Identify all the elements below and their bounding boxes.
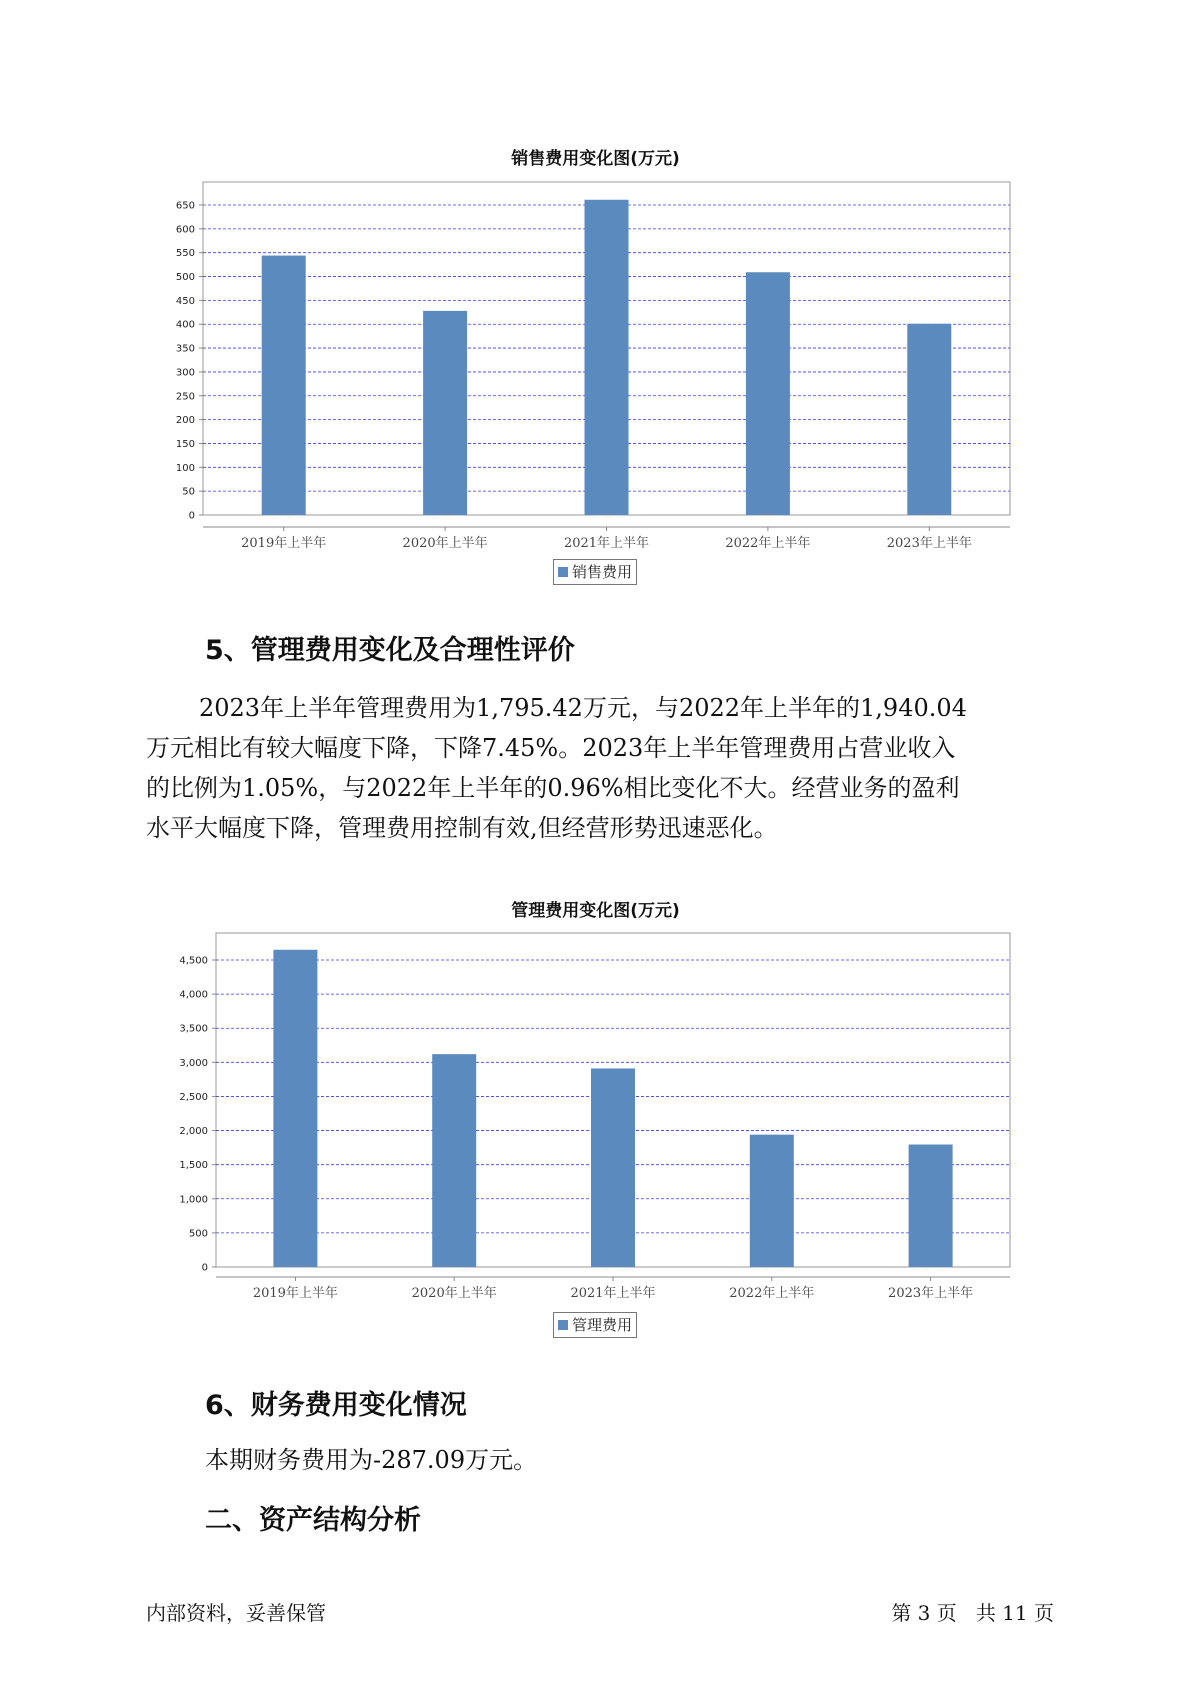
section-asset-structure-heading: 二、资产结构分析: [205, 1505, 421, 1536]
sales-expense-chart: [0, 170, 1191, 551]
bar: [585, 200, 629, 515]
bar: [591, 1068, 635, 1267]
y-tick-label: 4,500: [179, 955, 208, 967]
y-tick-label: 600: [175, 224, 195, 236]
x-tick-label: 2022年上半年: [729, 1286, 815, 1301]
footer-confidential-note: 内部资料，妥善保管: [146, 1601, 326, 1625]
x-tick-label: 2020年上半年: [411, 1286, 497, 1301]
paragraph-line: 的比例为1.05%，与2022年上半年的0.96%相比变化不大。经营业务的盈利: [146, 774, 960, 802]
bar: [907, 324, 951, 515]
y-tick-label: 1,000: [179, 1194, 208, 1206]
y-tick-label: 100: [175, 462, 195, 474]
legend-swatch: [558, 567, 568, 577]
chart2-legend: [553, 1312, 637, 1338]
footer-page-number: 第 3 页 共 11 页: [891, 1601, 1054, 1625]
y-tick-label: 650: [175, 200, 195, 212]
legend-label: 管理费用: [572, 1316, 633, 1334]
y-tick-label: 150: [175, 438, 195, 450]
y-tick-label: 200: [175, 415, 195, 427]
section5-paragraph: [146, 688, 1051, 848]
y-tick-label: 450: [175, 295, 195, 307]
y-tick-label: 0: [201, 1262, 208, 1274]
y-tick-label: 2,500: [179, 1091, 208, 1103]
y-tick-label: 250: [175, 391, 195, 403]
bar: [909, 1145, 953, 1267]
bar: [432, 1054, 476, 1267]
x-tick-label: 2019年上半年: [252, 1286, 338, 1301]
section6-paragraph: 本期财务费用为-287.09万元。: [205, 1446, 538, 1474]
paragraph-line: 2023年上半年管理费用为1,795.42万元，与2022年上半年的1,940.04: [199, 694, 967, 722]
y-tick-label: 3,000: [179, 1057, 208, 1069]
section6-heading: 6、财务费用变化情况: [205, 1390, 467, 1421]
paragraph-line: 水平大幅度下降，管理费用控制有效,但经营形势迅速恶化。: [146, 814, 778, 842]
y-tick-label: 550: [175, 248, 195, 260]
x-tick-label: 2023年上半年: [886, 536, 972, 551]
x-tick-label: 2020年上半年: [402, 536, 488, 551]
chart1-title: 销售费用变化图(万元): [511, 149, 680, 169]
bar: [262, 256, 306, 515]
chart1-legend: [553, 559, 637, 585]
y-tick-label: 350: [175, 343, 195, 355]
bar: [750, 1135, 794, 1267]
legend-label: 销售费用: [572, 563, 633, 581]
y-tick-label: 50: [182, 486, 195, 498]
y-tick-label: 500: [188, 1228, 208, 1240]
x-tick-label: 2023年上半年: [888, 1286, 974, 1301]
y-tick-label: 0: [188, 510, 195, 522]
bar: [273, 950, 317, 1267]
chart2-title: 管理费用变化图(万元): [511, 901, 680, 921]
bar: [423, 311, 467, 515]
x-tick-label: 2021年上半年: [570, 1286, 656, 1301]
y-tick-label: 3,500: [179, 1023, 208, 1035]
y-tick-label: 2,000: [179, 1126, 208, 1138]
y-tick-label: 300: [175, 367, 195, 379]
y-tick-label: 400: [175, 319, 195, 331]
y-tick-label: 4,000: [179, 989, 208, 1001]
bar: [746, 272, 790, 515]
x-tick-label: 2022年上半年: [725, 536, 811, 551]
x-tick-label: 2019年上半年: [241, 536, 327, 551]
y-tick-label: 1,500: [179, 1160, 208, 1172]
y-tick-label: 500: [175, 272, 195, 284]
admin-expense-chart: [0, 920, 1191, 1301]
x-tick-label: 2021年上半年: [563, 536, 650, 551]
paragraph-line: 万元相比有较大幅度下降，下降7.45%。2023年上半年管理费用占营业收入: [146, 734, 956, 762]
legend-swatch: [558, 1320, 568, 1330]
section5-heading: 5、管理费用变化及合理性评价: [205, 635, 575, 666]
